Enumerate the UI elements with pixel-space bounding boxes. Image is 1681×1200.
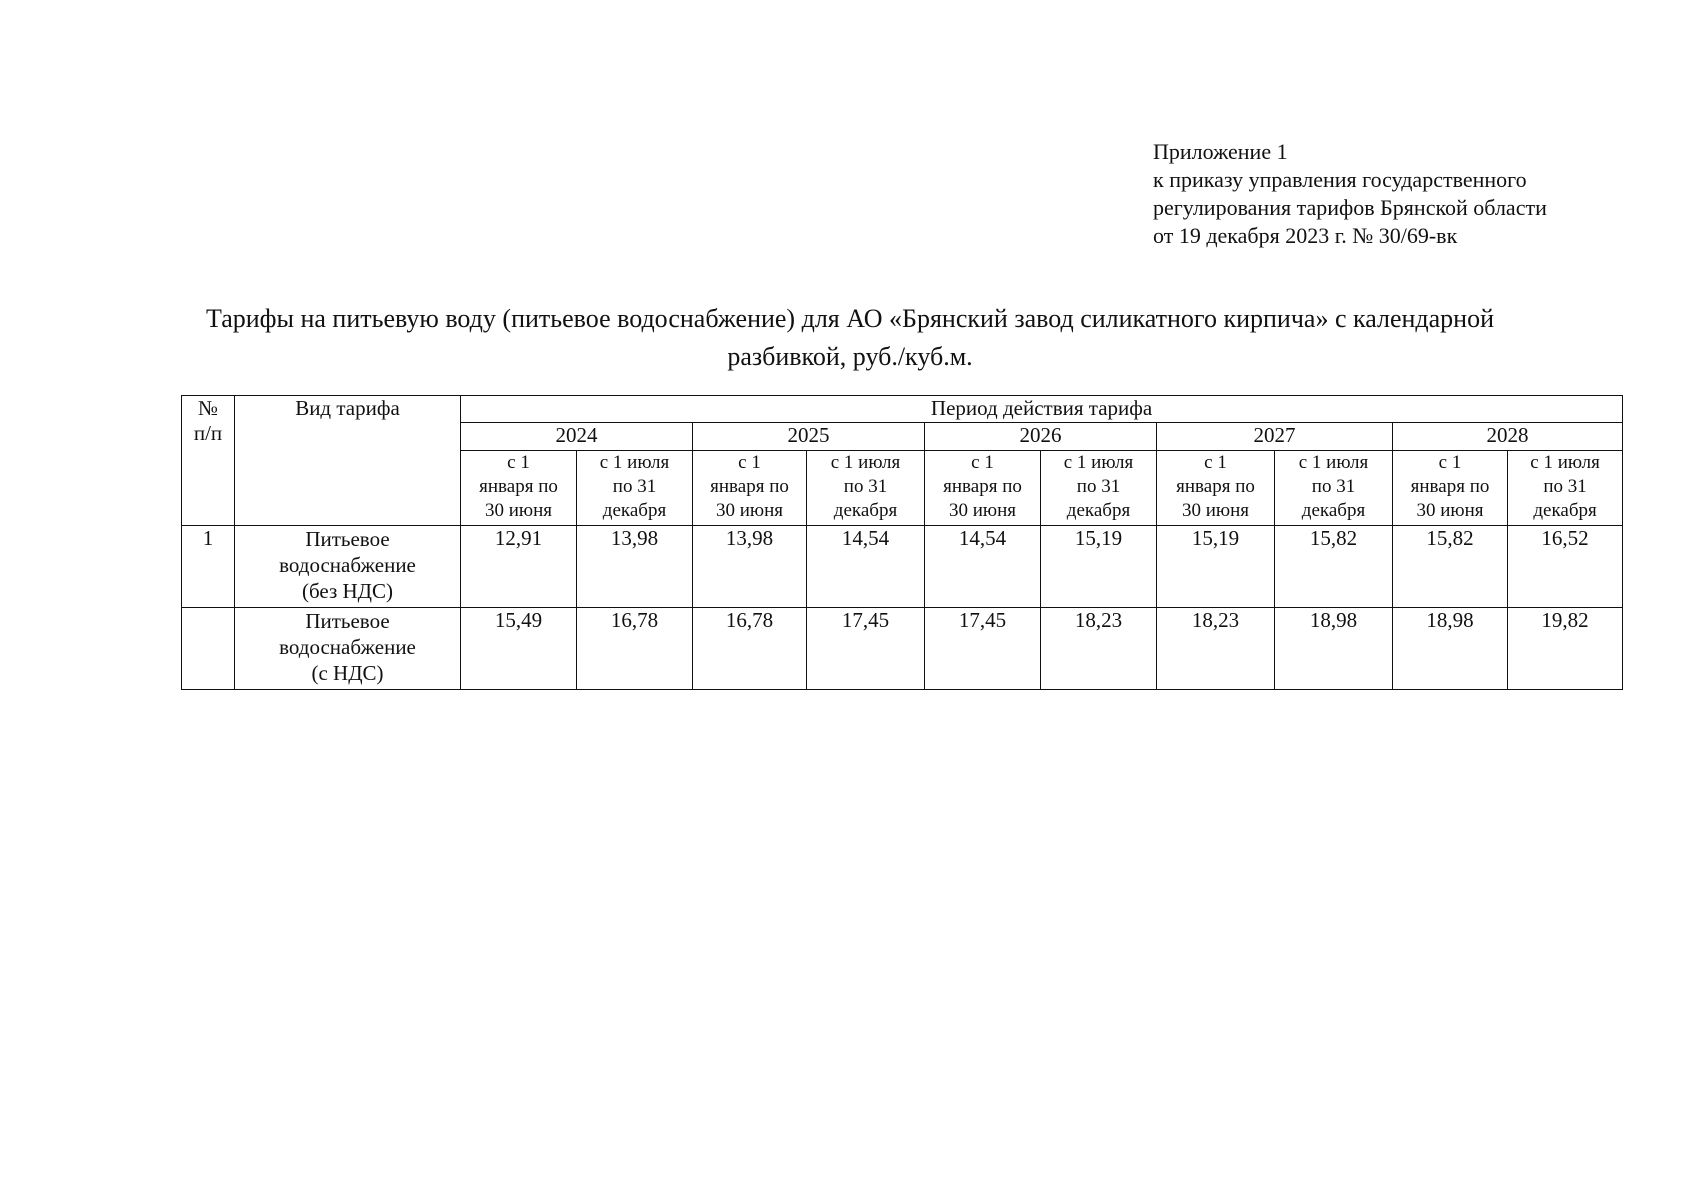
tariff-value: 12,91 <box>461 526 577 608</box>
tariff-value: 17,45 <box>807 608 925 690</box>
header-year: 2028 <box>1393 423 1623 451</box>
header-subperiod-first <box>1393 451 1508 526</box>
tariff-value: 18,98 <box>1275 608 1393 690</box>
tariff-table <box>181 395 1623 690</box>
appendix-block <box>1153 138 1547 250</box>
header-subperiod-first <box>925 451 1041 526</box>
header-year: 2024 <box>461 423 693 451</box>
subperiod-line: с 1 июля <box>1298 452 1369 473</box>
tariff-value: 15,19 <box>1041 526 1157 608</box>
tariff-value: 18,98 <box>1393 608 1508 690</box>
document-title <box>100 300 1600 376</box>
subperiod-line: по 31 <box>1311 476 1356 497</box>
tariff-value: 16,78 <box>693 608 807 690</box>
header-subperiod-second <box>807 451 925 526</box>
subperiod-line: 30 июня <box>715 500 784 521</box>
subperiod-line: января по <box>710 476 789 497</box>
subperiod-line: 30 июня <box>1181 500 1250 521</box>
header-subperiod-second <box>1041 451 1157 526</box>
subperiod-line: с 1 июля <box>830 452 901 473</box>
subperiod-line: по 31 <box>612 476 657 497</box>
appendix-line: Приложение 1 <box>1153 139 1288 164</box>
subperiod-line: по 31 <box>843 476 888 497</box>
subperiod-line: с 1 <box>1438 452 1462 473</box>
subperiod-line: 30 июня <box>1416 500 1484 521</box>
subperiod-line: с 1 <box>738 452 761 473</box>
subperiod-line: декабря <box>833 500 898 521</box>
table-row <box>182 608 1623 690</box>
row-tariff-type <box>235 526 461 608</box>
header-num <box>182 396 235 526</box>
subperiod-line: по 31 <box>1076 476 1121 497</box>
tariff-value: 17,45 <box>925 608 1041 690</box>
tariff-value: 16,52 <box>1508 526 1623 608</box>
subperiod-line: 30 июня <box>948 500 1017 521</box>
header-num-line: № <box>197 396 219 420</box>
subperiod-line: с 1 июля <box>599 452 670 473</box>
subperiod-line: с 1 июля <box>1063 452 1134 473</box>
subperiod-line: декабря <box>602 500 667 521</box>
header-subperiod-first <box>1157 451 1275 526</box>
header-num-line: п/п <box>193 421 223 445</box>
tariff-type-line: Питьевое <box>305 527 390 551</box>
subperiod-line: по 31 <box>1543 476 1587 497</box>
subperiod-line: с 1 <box>507 452 530 473</box>
tariff-value: 18,23 <box>1041 608 1157 690</box>
subperiod-line: с 1 <box>971 452 994 473</box>
subperiod-line: января по <box>1410 476 1490 497</box>
tariff-type-line: водоснабжение <box>279 635 416 659</box>
header-subperiod-second <box>1275 451 1393 526</box>
header-type: Вид тарифа <box>235 396 461 526</box>
appendix-line: регулирования тарифов Брянской области <box>1153 195 1547 220</box>
row-tariff-type <box>235 608 461 690</box>
header-subperiod-second <box>577 451 693 526</box>
title-line-1: Тарифы на питьевую воду (питьевое водоснабжение) для АО «Брянский завод силикатного кирпича» с календарной <box>205 304 1495 333</box>
header-row-period <box>182 396 1623 423</box>
tariff-value: 19,82 <box>1508 608 1623 690</box>
appendix-line: к приказу управления государственного <box>1153 167 1527 192</box>
tariff-value: 18,23 <box>1157 608 1275 690</box>
tariff-value: 16,78 <box>577 608 693 690</box>
tariff-value: 15,82 <box>1275 526 1393 608</box>
subperiod-line: января по <box>1176 476 1255 497</box>
table-row <box>182 526 1623 608</box>
tariff-type-line: (с НДС) <box>311 661 384 685</box>
subperiod-line: 30 июня <box>484 500 553 521</box>
tariff-value: 15,49 <box>461 608 577 690</box>
subperiod-line: января по <box>479 476 558 497</box>
subperiod-line: января по <box>943 476 1022 497</box>
tariff-value: 15,19 <box>1157 526 1275 608</box>
subperiod-line: с 1 июля <box>1530 452 1600 473</box>
tariff-type-line: (без НДС) <box>301 579 393 603</box>
subperiod-line: с 1 <box>1204 452 1227 473</box>
appendix-line: от 19 декабря 2023 г. № 30/69-вк <box>1153 223 1458 248</box>
header-year: 2025 <box>693 423 925 451</box>
tariff-type-line: водоснабжение <box>279 553 416 577</box>
header-period: Период действия тарифа <box>461 396 1623 423</box>
row-num <box>182 608 235 690</box>
tariff-value: 14,54 <box>925 526 1041 608</box>
subperiod-line: декабря <box>1066 500 1131 521</box>
table-body <box>182 396 1623 690</box>
header-subperiod-first <box>693 451 807 526</box>
header-subperiod-second <box>1508 451 1623 526</box>
tariff-value: 13,98 <box>577 526 693 608</box>
header-year: 2027 <box>1157 423 1393 451</box>
tariff-type-line: Питьевое <box>305 609 390 633</box>
tariff-value: 15,82 <box>1393 526 1508 608</box>
subperiod-line: декабря <box>1301 500 1366 521</box>
header-subperiod-first <box>461 451 577 526</box>
title-line-2: разбивкой, руб./куб.м. <box>727 342 973 371</box>
tariff-value: 14,54 <box>807 526 925 608</box>
subperiod-line: декабря <box>1533 500 1597 521</box>
header-year: 2026 <box>925 423 1157 451</box>
tariff-value: 13,98 <box>693 526 807 608</box>
row-num: 1 <box>182 526 235 608</box>
